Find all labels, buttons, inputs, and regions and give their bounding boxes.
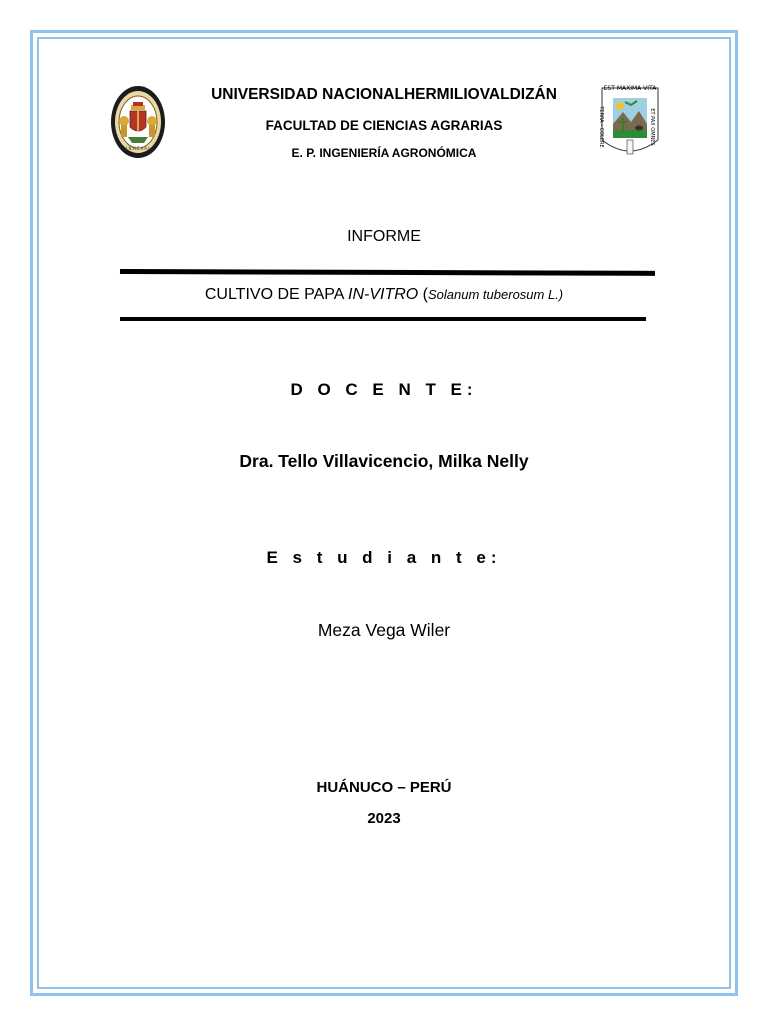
teacher-heading: D O C E N T E: — [290, 380, 478, 399]
student-name: Meza Vega Wiler — [317, 620, 451, 640]
scientific-name: Solanum tuberosum L.) — [428, 287, 564, 302]
logo-motto-left: TERRA - COLERE — [598, 106, 604, 148]
title-paren: ( — [418, 286, 429, 303]
student-heading: E s t u d i a n t e: — [266, 548, 502, 567]
document-title — [0, 286, 768, 304]
title-italic: IN-VITRO — [348, 286, 419, 303]
school-name: E. P. INGENIERÍA AGRONÓMICA — [291, 146, 477, 160]
document-type: INFORME — [347, 228, 421, 245]
university-seal-logo — [110, 85, 166, 159]
svg-text:U.N.H.E.V.A.L.: U.N.H.E.V.A.L. — [124, 146, 152, 151]
teacher-name: Dra. Tello Villavicencio, Milka Nelly — [239, 451, 529, 471]
city-country: HUÁNUCO – PERÚ — [316, 779, 452, 796]
page-border-inner — [37, 37, 731, 989]
title-rule-bottom — [120, 317, 646, 321]
title-prefix: CULTIVO DE PAPA — [204, 286, 349, 303]
faculty-name: FACULTAD DE CIENCIAS AGRARIAS — [265, 118, 503, 133]
logo-motto-top: EST MAXIMA VITA — [603, 85, 657, 92]
university-name: UNIVERSIDAD NACIONALHERMILIOVALDIZÁN — [211, 86, 557, 103]
year: 2023 — [367, 810, 401, 827]
logo-motto-right: ET PAX OMNES — [649, 108, 655, 146]
